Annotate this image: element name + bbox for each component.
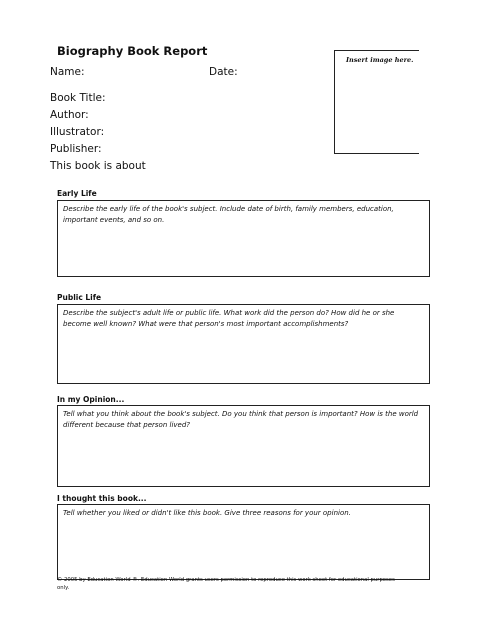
opinion-prompt: Tell what you think about the book's subject. Do you think that person is important? How is the world different because that person lived? — [63, 410, 419, 429]
book-about-label: This book is about — [50, 160, 146, 172]
publisher-label: Publisher: — [50, 143, 102, 155]
section-heading-opinion: In my Opinion... — [57, 395, 125, 404]
opinion-box[interactable] — [57, 405, 430, 487]
section-heading-thought: I thought this book... — [57, 494, 147, 503]
thought-prompt: Tell whether you liked or didn't like this book. Give three reasons for your opinion. — [63, 509, 351, 517]
early-life-box[interactable] — [57, 200, 430, 277]
copyright-footer: © 2005 by Education World ®. Education World grants users permission to reproduce this work sheet for educational purposes only. — [57, 577, 395, 591]
image-placeholder-text: Insert image here. — [346, 56, 414, 64]
section-heading-early-life: Early Life — [57, 189, 97, 198]
thought-box[interactable] — [57, 504, 430, 580]
author-label: Author: — [50, 109, 89, 121]
early-life-prompt: Describe the early life of the book's subject. Include date of birth, family members, education, important events, and so on. — [63, 205, 394, 224]
image-placeholder-box[interactable] — [334, 50, 419, 154]
illustrator-label: Illustrator: — [50, 126, 105, 138]
public-life-prompt: Describe the subject's adult life or public life. What work did the person do? How did he or she become well known? What were that person's most important accomplishments? — [63, 309, 395, 328]
book-title-label: Book Title: — [50, 92, 106, 104]
name-label: Name: — [50, 66, 85, 78]
public-life-box[interactable] — [57, 304, 430, 384]
section-heading-public-life: Public Life — [57, 293, 102, 302]
page-title: Biography Book Report — [57, 44, 208, 58]
date-label: Date: — [209, 66, 238, 78]
